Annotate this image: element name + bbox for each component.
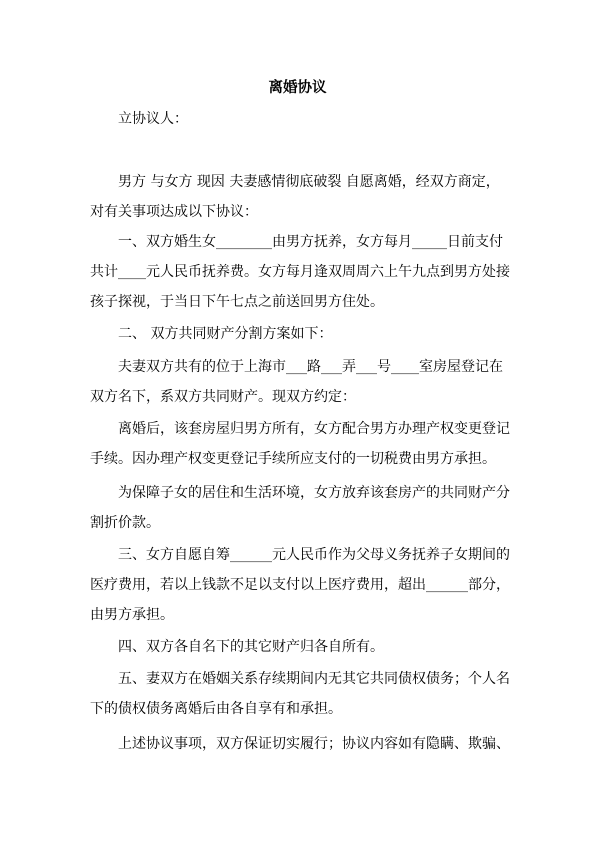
intro-line-1: 男方 与女方 现因 夫妻感情彻底破裂 自愿离婚，经双方商定， (118, 174, 500, 190)
clause-2-p2-line-1: 离婚后，该套房屋归男方所有，女方配合男方办理产权变更登记 (118, 421, 510, 437)
clause-2-paragraph-1 (90, 352, 515, 412)
clause-2-p1-line-1: 夫妻双方共有的位于上海市___路___弄___号____室房屋登记在 (118, 359, 503, 375)
closing-line-1: 上述协议事项，双方保证切实履行；协议内容如有隐瞒、欺骗、 (118, 736, 510, 752)
clause-2-p1-line-2: 双方名下，系双方共同财产。现双方约定： (90, 389, 356, 405)
clause-5-line-2: 下的债权债务离婚后由各自享有和承担。 (90, 701, 342, 717)
clause-2-heading: 二、 双方共同财产分割方案如下： (118, 326, 333, 342)
clause-1-line-3: 孩子探视，于当日下午七点之前送回男方住处。 (90, 294, 384, 310)
clause-5-paragraph (90, 664, 515, 724)
clause-4-paragraph (90, 632, 515, 662)
clause-1-line-2: 共计____元人民币抚养费。女方每月逢双周周六上午九点到男方处接 (90, 264, 510, 280)
document-title: 离婚协议 (268, 80, 327, 96)
clause-1-line-1: 一、双方婚生女________由男方抚养，女方每月_____日前支付 (118, 234, 503, 250)
clause-3-line-2: 医疗费用，若以上钱款不足以支付以上医疗费用，超出______部分， (90, 577, 510, 593)
intro-paragraph (90, 167, 515, 227)
clause-2-p2-line-2: 手续。因办理产权变更登记手续所应支付的一切税费由男方承担。 (90, 451, 496, 467)
closing-paragraph (90, 729, 515, 759)
intro-line-2: 对有关事项达成以下协议： (90, 204, 258, 220)
clause-2-paragraph-3 (90, 478, 515, 538)
parties-label: 立协议人： (118, 111, 188, 127)
clause-2-p3-line-2: 割折价款。 (90, 515, 160, 531)
clause-2-p3-line-1: 为保障子女的居住和生活环境，女方放弃该套房产的共同财产分 (118, 485, 510, 501)
clause-2-heading-paragraph (90, 319, 515, 349)
clause-4-line-1: 四、双方各自名下的其它财产归各自所有。 (118, 639, 384, 655)
clause-3-line-1: 三、女方自愿自筹______元人民币作为父母义务抚养子女期间的 (118, 547, 510, 563)
clause-3-line-3: 由男方承担。 (90, 607, 174, 623)
clause-2-paragraph-2 (90, 414, 515, 474)
clause-5-line-1: 五、妻双方在婚姻关系存续期间内无其它共同债权债务；个人名 (118, 671, 510, 687)
clause-3-paragraph (90, 540, 515, 630)
clause-1-paragraph (90, 227, 515, 317)
parties-label-paragraph (90, 104, 515, 134)
